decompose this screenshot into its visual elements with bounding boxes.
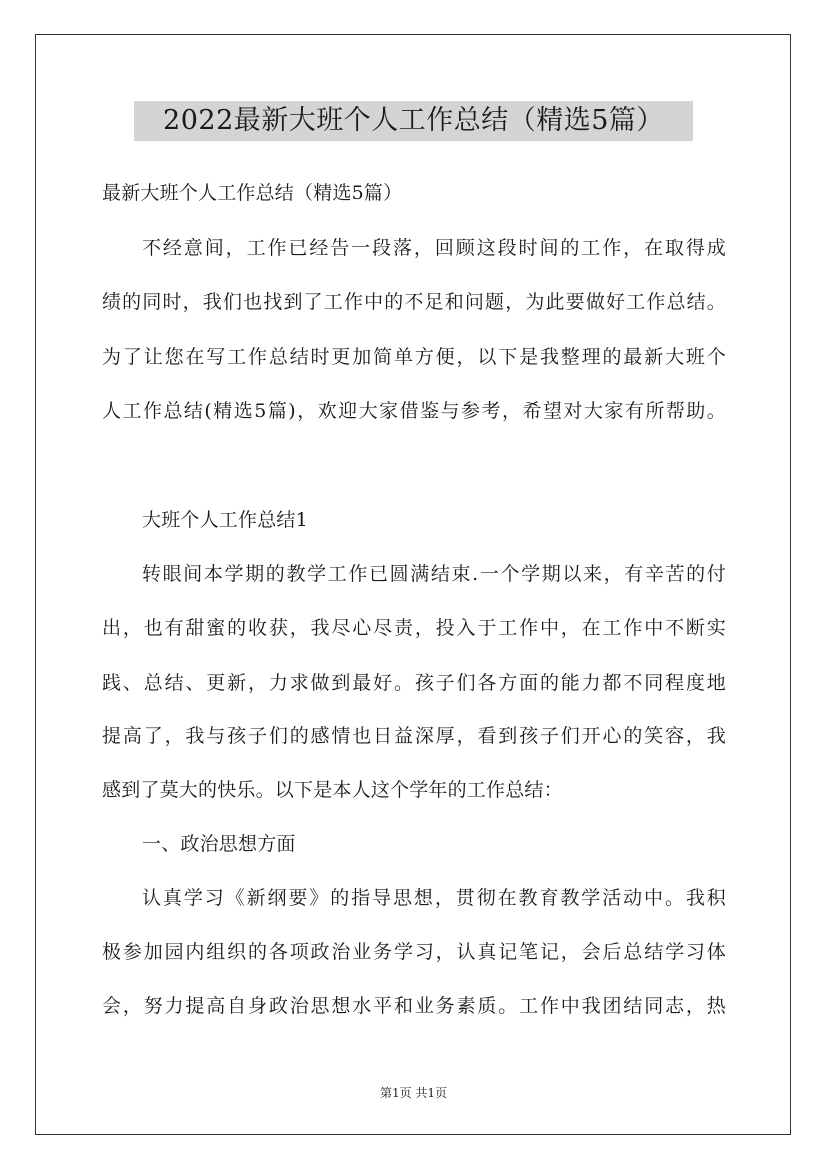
section-line: 践、总结、更新，力求做到最好。孩子们各方面的能力都不同程度地 <box>102 672 726 694</box>
intro-line: 不经意间，工作已经告一段落，回顾这段时间的工作，在取得成 <box>142 237 726 259</box>
document-title: 2022最新大班个人工作总结（精选5篇） <box>134 101 693 141</box>
subsection-line: 会，努力提高自身政治思想水平和业务素质。工作中我团结同志，热 <box>102 995 726 1017</box>
section-line: 感到了莫大的快乐。以下是本人这个学年的工作总结： <box>102 779 563 801</box>
subsection-line: 极参加园内组织的各项政治业务学习，认真记笔记，会后总结学习体 <box>102 941 726 963</box>
document-subtitle: 最新大班个人工作总结（精选5篇） <box>102 182 403 204</box>
section-line: 提高了，我与孩子们的感情也日益深厚，看到孩子们开心的笑容，我 <box>102 725 726 747</box>
section-line: 出，也有甜蜜的收获，我尽心尽责，投入于工作中，在工作中不断实 <box>102 617 726 639</box>
intro-line: 人工作总结(精选5篇)，欢迎大家借鉴与参考，希望对大家有所帮助。 <box>102 400 726 422</box>
section-line: 转眼间本学期的教学工作已圆满结束.一个学期以来，有辛苦的付 <box>142 563 726 585</box>
intro-line: 为了让您在写工作总结时更加简单方便，以下是我整理的最新大班个 <box>102 346 726 368</box>
subsection-line: 认真学习《新纲要》的指导思想，贯彻在教育教学活动中。我积 <box>142 887 726 909</box>
intro-line: 绩的同时，我们也找到了工作中的不足和问题，为此要做好工作总结。 <box>102 291 726 313</box>
subsection-heading: 一、政治思想方面 <box>142 833 296 855</box>
page-number-footer: 第1页 共1页 <box>379 1086 448 1100</box>
section-heading: 大班个人工作总结1 <box>142 509 308 531</box>
